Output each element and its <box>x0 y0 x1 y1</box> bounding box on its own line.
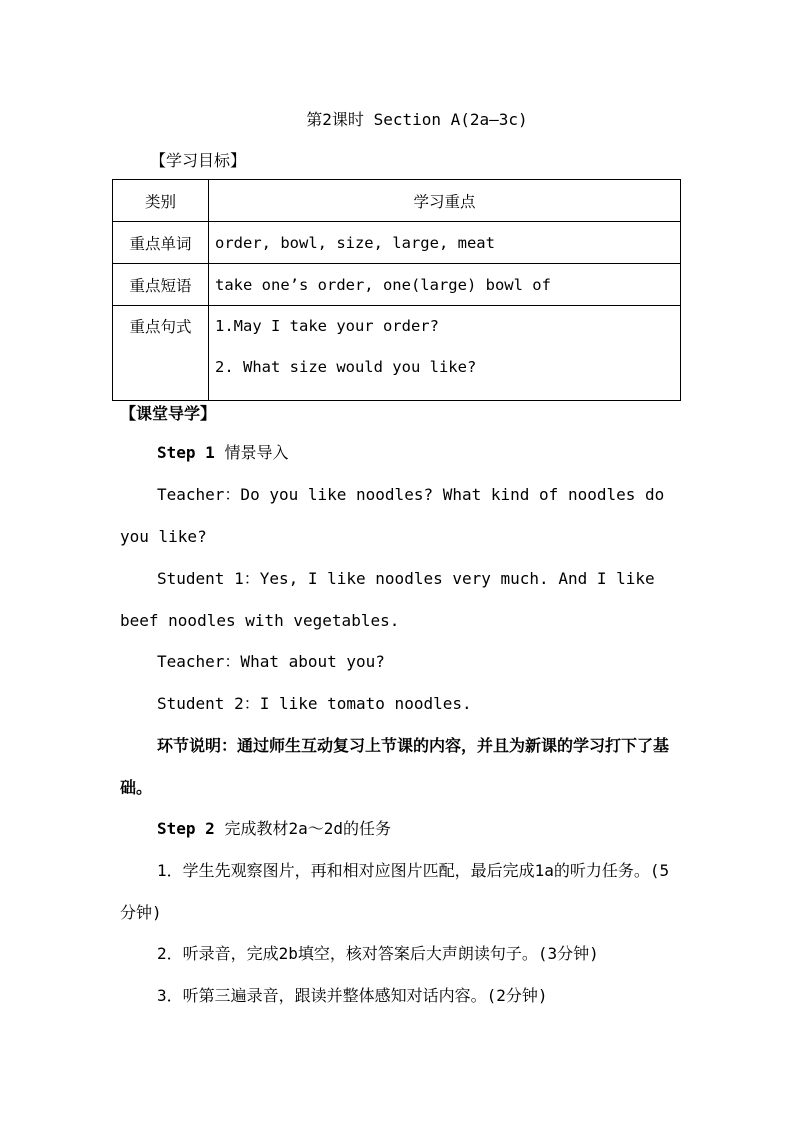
row-category: 重点句式 <box>113 306 209 401</box>
classroom-heading: 【课堂导学】 <box>120 404 217 423</box>
dialogue-line: Student 2：I like tomato noodles. <box>157 694 472 713</box>
row-content: take one’s order, one(large) bowl of <box>209 264 681 306</box>
step1-label: Step 1 <box>157 443 215 462</box>
row-content: order, bowl, size, large, meat <box>209 222 681 264</box>
dialogue-line: Student 1：Yes, I like noodles very much. And I like beef noodles with vegetables. <box>120 569 655 630</box>
row-content <box>209 306 681 401</box>
sentence-line: 1.May I take your order? <box>215 317 439 335</box>
header-focus: 学习重点 <box>209 180 681 222</box>
table-row <box>113 306 681 401</box>
objectives-heading: 【学习目标】 <box>150 151 247 170</box>
step2-heading <box>120 808 680 850</box>
task-item: 2．听录音，完成2b填空，核对答案后大声朗读句子。(3分钟) <box>157 944 599 963</box>
lesson-title: 第2课时 Section A(2a—3c) <box>306 110 528 129</box>
step1-heading <box>120 432 680 474</box>
section-note: 环节说明：通过师生互动复习上节课的内容，并且为新课的学习打下了基础。 <box>120 736 670 797</box>
dialogue-line: Teacher：What about you? <box>157 652 385 671</box>
table-row <box>113 222 681 264</box>
table-header-row <box>113 180 681 222</box>
header-category: 类别 <box>113 180 209 222</box>
step2-title: 完成教材2a～2d的任务 <box>224 819 391 838</box>
objectives-table <box>112 179 681 401</box>
row-category: 重点短语 <box>113 264 209 306</box>
row-category: 重点单词 <box>113 222 209 264</box>
dialogue-line: Teacher：Do you like noodles? What kind of noodles do you like? <box>120 485 665 546</box>
sentence-line: 2. What size would you like? <box>215 358 477 376</box>
task-item: 1．学生先观察图片，再和相对应图片匹配，最后完成1a的听力任务。(5分钟) <box>120 861 670 922</box>
table-row <box>113 264 681 306</box>
step2-label: Step 2 <box>157 819 215 838</box>
step1-title: 情景导入 <box>224 443 289 462</box>
task-item: 3．听第三遍录音，跟读并整体感知对话内容。(2分钟) <box>157 986 548 1005</box>
